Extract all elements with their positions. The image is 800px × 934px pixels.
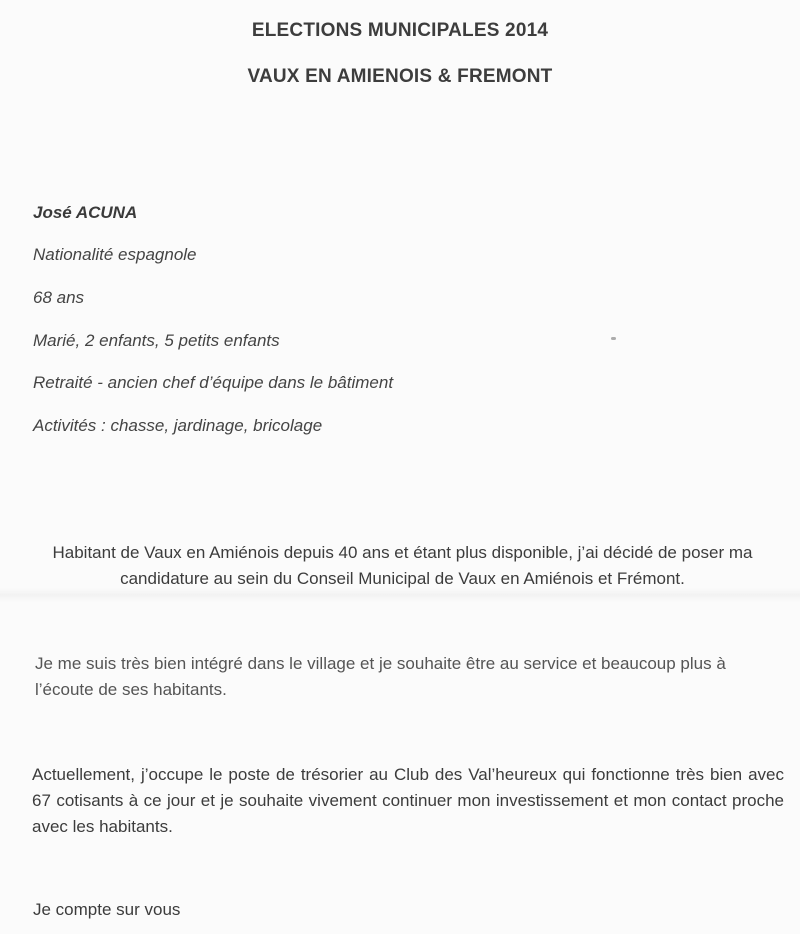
body-paragraph-2: Je me suis très bien intégré dans le village et je souhaite être au service et beaucoup plus à l’écoute de ses habitants.	[35, 654, 726, 699]
candidate-occupation: Retraité - ancien chef d’équipe dans le bâtiment	[33, 373, 394, 392]
paper-speck	[611, 337, 616, 340]
candidate-name: José ACUNA	[33, 203, 138, 222]
body-paragraph-3: Actuellement, j’occupe le poste de trésorier au Club des Val’heureux qui fonctionne très bien avec 67 cotisants à ce jour et je souhaite vivement continuer mon investissement et mon contact proche avec les habitants.	[32, 765, 784, 836]
candidate-nationality: Nationalité espagnole	[33, 245, 197, 264]
candidate-family: Marié, 2 enfants, 5 petits enfants	[33, 331, 280, 350]
candidate-activities: Activités : chasse, jardinage, bricolage	[33, 416, 323, 435]
document-title: ELECTIONS MUNICIPALES 2014	[251, 20, 549, 41]
candidate-age: 68 ans	[33, 288, 85, 307]
body-paragraph-1: Habitant de Vaux en Amiénois depuis 40 ans et étant plus disponible, j’ai décidé de poser ma candidature au sein du Conseil Municipal de Vaux en Amiénois et Frémont.	[52, 543, 753, 588]
closing-line: Je compte sur vous	[33, 900, 181, 919]
document-subtitle: VAUX EN AMIENOIS & FREMONT	[247, 66, 553, 87]
